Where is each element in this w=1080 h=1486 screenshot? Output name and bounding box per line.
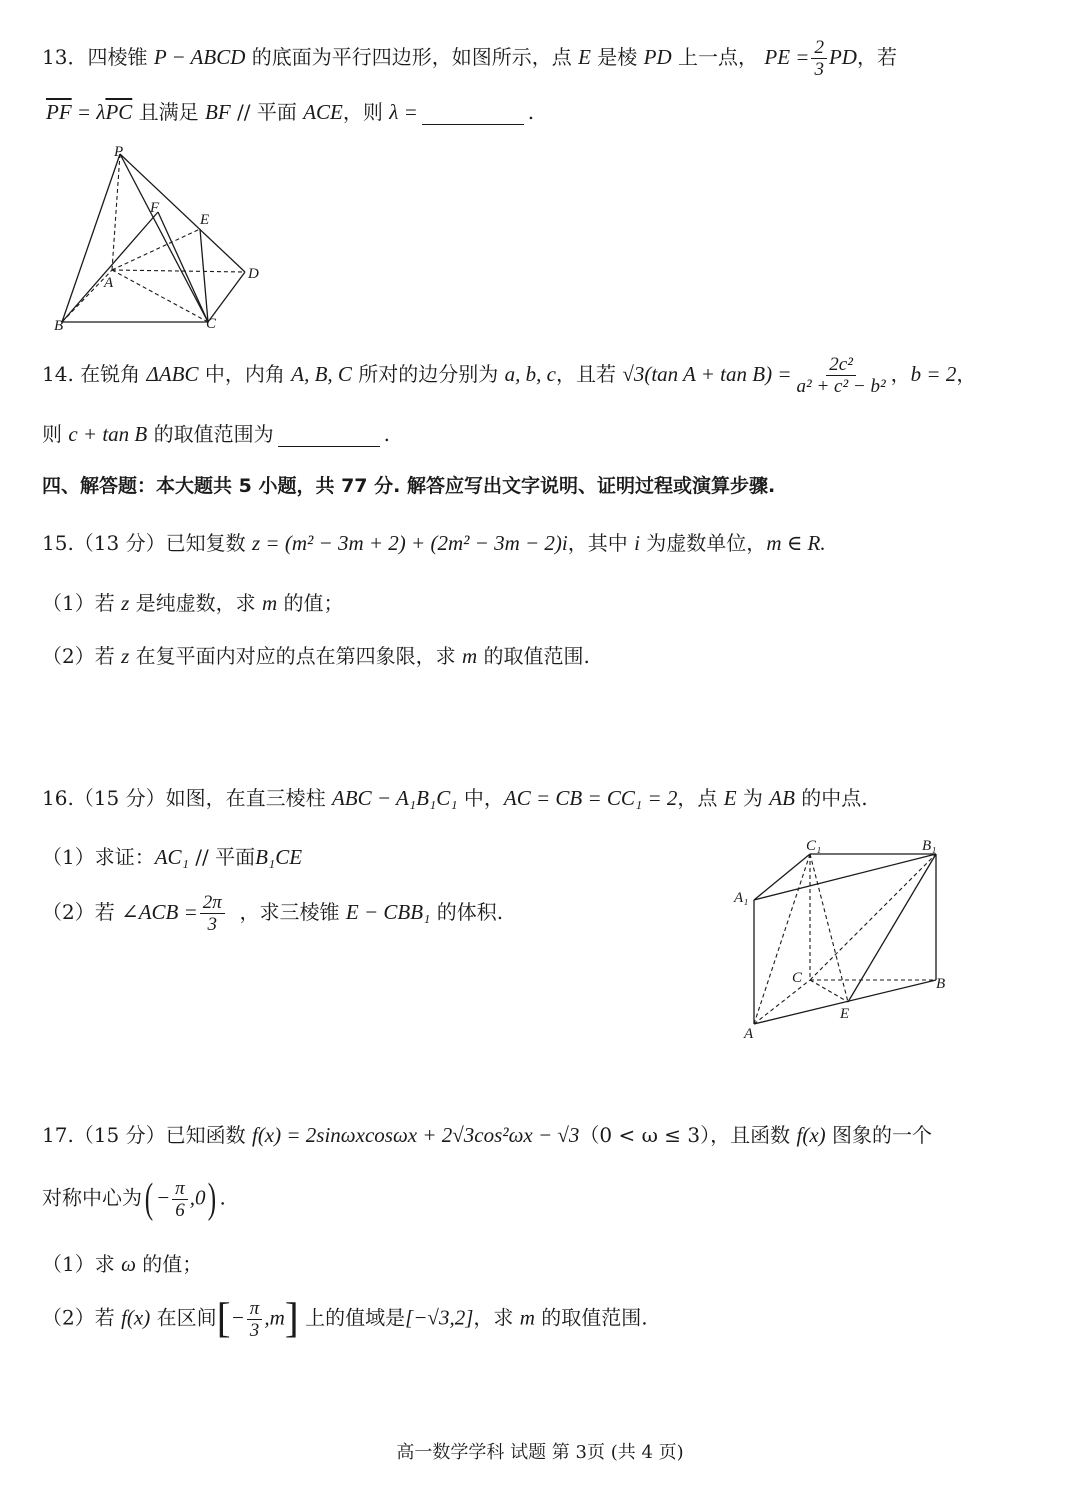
q17-math: − xyxy=(156,1185,171,1210)
q15-math: m ∈ R. xyxy=(766,531,826,555)
q17-fraction-2 xyxy=(247,1299,263,1340)
fraction-denominator: 3 xyxy=(249,1319,260,1341)
q15-math: m xyxy=(462,644,478,668)
q13-text: // 平面 xyxy=(230,100,304,124)
q13-math: PD xyxy=(828,45,857,69)
q15-part2 xyxy=(42,644,590,669)
q14-math: √3(tan A + tan B) = xyxy=(622,362,792,386)
q13-text: ，则 xyxy=(342,100,390,124)
q15-math: z xyxy=(121,644,130,668)
q16-text: 为 xyxy=(736,786,770,810)
q14-text: 则 xyxy=(42,422,69,446)
q16-text: ，点 xyxy=(677,786,724,810)
q16-text: （1）求证： xyxy=(42,845,155,869)
q15-text: 的值； xyxy=(277,591,344,615)
q17-text: ，求 xyxy=(473,1305,520,1330)
q14-text: 14. 在锐角 xyxy=(42,362,147,386)
fraction-denominator: 3 xyxy=(207,914,218,935)
label-b: B xyxy=(936,976,946,992)
q17-text: 的取值范围. xyxy=(534,1305,648,1330)
q15-math: m xyxy=(262,591,278,615)
q15-text: 是纯虚数，求 xyxy=(129,591,262,615)
fraction-numerator: π xyxy=(247,1299,263,1320)
q15-math: i xyxy=(634,531,640,555)
q13-text: 的底面为平行四边形，如图所示，点 xyxy=(245,45,579,69)
q17-part1 xyxy=(42,1252,202,1277)
q16-math: AC = CB = CC₁ = 2 xyxy=(503,786,678,810)
big-bracket: [ xyxy=(216,1296,231,1342)
q17-part2 xyxy=(42,1298,648,1340)
q17-text: 在区间 xyxy=(150,1305,217,1330)
q14-math: c + tan B xyxy=(68,422,148,446)
q16-math: B₁CE xyxy=(255,845,303,869)
q15-math: z = (m² − 3m + 2) + (2m² − 3m − 2)i xyxy=(251,531,568,555)
q15-text: ，其中 xyxy=(567,531,635,555)
q17-text: 上的值域是 xyxy=(298,1305,406,1330)
label-d: D xyxy=(248,266,259,282)
q17-math: f(x) xyxy=(121,1305,151,1330)
big-paren: ( xyxy=(144,1176,154,1222)
label-b: B xyxy=(54,318,64,334)
q17-text: （2）若 xyxy=(42,1305,122,1330)
q13-line1 xyxy=(42,38,897,79)
q16-math: AC₁ xyxy=(154,845,189,869)
page-footer: 高一数学学科 试题 第 3页 (共 4 页) xyxy=(396,1442,684,1463)
q17-fraction xyxy=(172,1179,188,1220)
vector-pc: $\overline{PC}$ xyxy=(105,100,133,124)
q14-fraction xyxy=(794,355,889,396)
q17-text: 的值； xyxy=(135,1252,203,1276)
figure-pyramid xyxy=(40,140,280,340)
q16-text: （2）若 xyxy=(42,900,122,924)
fraction-numerator: 2c² xyxy=(826,355,856,376)
q17-line2 xyxy=(42,1178,226,1220)
label-a: A xyxy=(744,1026,754,1042)
label-e: E xyxy=(200,212,210,228)
q13-text: 13．四棱锥 xyxy=(42,45,154,69)
q13-math: BF xyxy=(205,100,231,124)
q16-math: AB xyxy=(769,786,795,810)
q13-line2 xyxy=(46,100,534,125)
q17-text: . xyxy=(219,1185,226,1210)
q17-text: 对称中心为 xyxy=(42,1185,142,1210)
q15-text: （1）若 xyxy=(42,591,122,615)
q14-math: a, b, c xyxy=(504,362,556,386)
q15-text: 在复平面内对应的点在第四象限，求 xyxy=(129,644,462,668)
q16-fraction xyxy=(200,893,225,934)
q17-math: f(x) = 2sinωxcosωx + 2√3cos²ωx − √3 xyxy=(251,1123,580,1147)
section-heading: 四、解答题：本大题共 5 小题，共 77 分. 解答应写出文字说明、证明过程或演算步骤. xyxy=(42,475,776,497)
q13-math: λ = xyxy=(389,100,418,124)
q17-line1 xyxy=(42,1123,932,1148)
q16-text: // 平面 xyxy=(188,845,256,869)
q13-text: 上一点， xyxy=(671,45,759,69)
q16-part1 xyxy=(42,845,302,870)
q17-math: ,0 xyxy=(189,1185,206,1210)
answer-blank[interactable] xyxy=(422,104,524,125)
label-p: P xyxy=(114,144,124,160)
q16-text: 16.（15 分）如图，在直三棱柱 xyxy=(42,786,332,810)
q13-fraction xyxy=(811,38,827,79)
q16-math: ∠ACB = xyxy=(121,900,198,924)
fraction-denominator: 6 xyxy=(175,1199,185,1221)
q17-math: ω xyxy=(121,1252,136,1276)
q16-text: ，求三棱锥 xyxy=(239,900,346,924)
q14-math: b = 2 xyxy=(910,362,957,386)
vector-pf: $\overline{PF}$ xyxy=(46,100,72,124)
fraction-numerator: 2π xyxy=(200,893,225,914)
fraction-numerator: π xyxy=(172,1179,188,1200)
q16-math: E xyxy=(723,786,737,810)
q16-math: E − CBB₁ xyxy=(345,900,431,924)
q17-text: 17.（15 分）已知函数 xyxy=(42,1123,252,1147)
q13-math: PE = xyxy=(764,45,810,69)
q16-text: 中， xyxy=(457,786,504,810)
q17-math: [−√3,2] xyxy=(405,1305,474,1330)
q17-text: 图象的一个 xyxy=(825,1123,933,1147)
q16-text: 的中点. xyxy=(794,786,868,810)
q17-math: − xyxy=(230,1305,245,1330)
label-c: C xyxy=(206,316,217,332)
q14-line2 xyxy=(42,422,390,447)
q15-text: 15.（13 分）已知复数 xyxy=(42,531,252,555)
label-a1: A₁ xyxy=(734,890,749,906)
label-b1: B₁ xyxy=(922,838,937,854)
label-f: F xyxy=(150,200,160,216)
q15-math: z xyxy=(121,591,130,615)
q13-math: PD xyxy=(643,45,672,69)
q14-text: 的取值范围为 xyxy=(147,422,274,446)
answer-blank[interactable] xyxy=(278,426,380,447)
q17-math: ,m xyxy=(264,1305,285,1330)
q13-text: ，若 xyxy=(856,45,897,69)
big-bracket: ] xyxy=(284,1296,299,1342)
q13-text: 且满足 xyxy=(132,100,205,124)
q17-math: f(x) xyxy=(796,1123,826,1147)
q15-text: （2）若 xyxy=(42,644,122,668)
q14-text: ， xyxy=(956,362,977,386)
q13-math: P − ABCD xyxy=(153,45,246,69)
figure-prism xyxy=(728,830,958,1045)
q15-text: 的取值范围. xyxy=(477,644,590,668)
q16-part2 xyxy=(42,893,503,934)
q14-line1 xyxy=(42,355,976,396)
q16-math: ABC − A₁B₁C₁ xyxy=(331,786,458,810)
label-c1: C₁ xyxy=(806,838,822,854)
q15-text: 为虚数单位， xyxy=(639,531,767,555)
q14-math: ΔABC xyxy=(146,362,199,386)
q17-math: m xyxy=(519,1305,535,1330)
q14-text: 所对的边分别为 xyxy=(351,362,505,386)
q13-math: ACE xyxy=(303,100,343,124)
big-paren: ) xyxy=(208,1176,217,1222)
q16-line1 xyxy=(42,786,868,811)
q15-part1 xyxy=(42,591,344,616)
fraction-denominator: a² + c² − b² xyxy=(796,376,886,397)
q17-text: （0 < ω ≤ 3），且函数 xyxy=(579,1123,797,1147)
q15-line1 xyxy=(42,531,826,556)
label-c: C xyxy=(792,970,803,986)
fraction-numerator: 2 xyxy=(811,38,827,59)
label-e: E xyxy=(840,1006,850,1022)
q14-text: . xyxy=(383,422,390,446)
q13-math: = λ xyxy=(71,100,106,124)
q17-text: （1）求 xyxy=(42,1252,122,1276)
q14-text: ，且若 xyxy=(555,362,623,386)
q13-math: E xyxy=(578,45,591,69)
label-a: A xyxy=(104,275,114,291)
q14-text: 中，内角 xyxy=(198,362,292,386)
fraction-denominator: 3 xyxy=(814,59,824,80)
q16-text: 的体积. xyxy=(430,900,504,924)
q14-math: A, B, C xyxy=(291,362,352,386)
q13-text: 是棱 xyxy=(590,45,644,69)
q13-text: . xyxy=(527,100,535,124)
q14-text: ， xyxy=(890,362,911,386)
